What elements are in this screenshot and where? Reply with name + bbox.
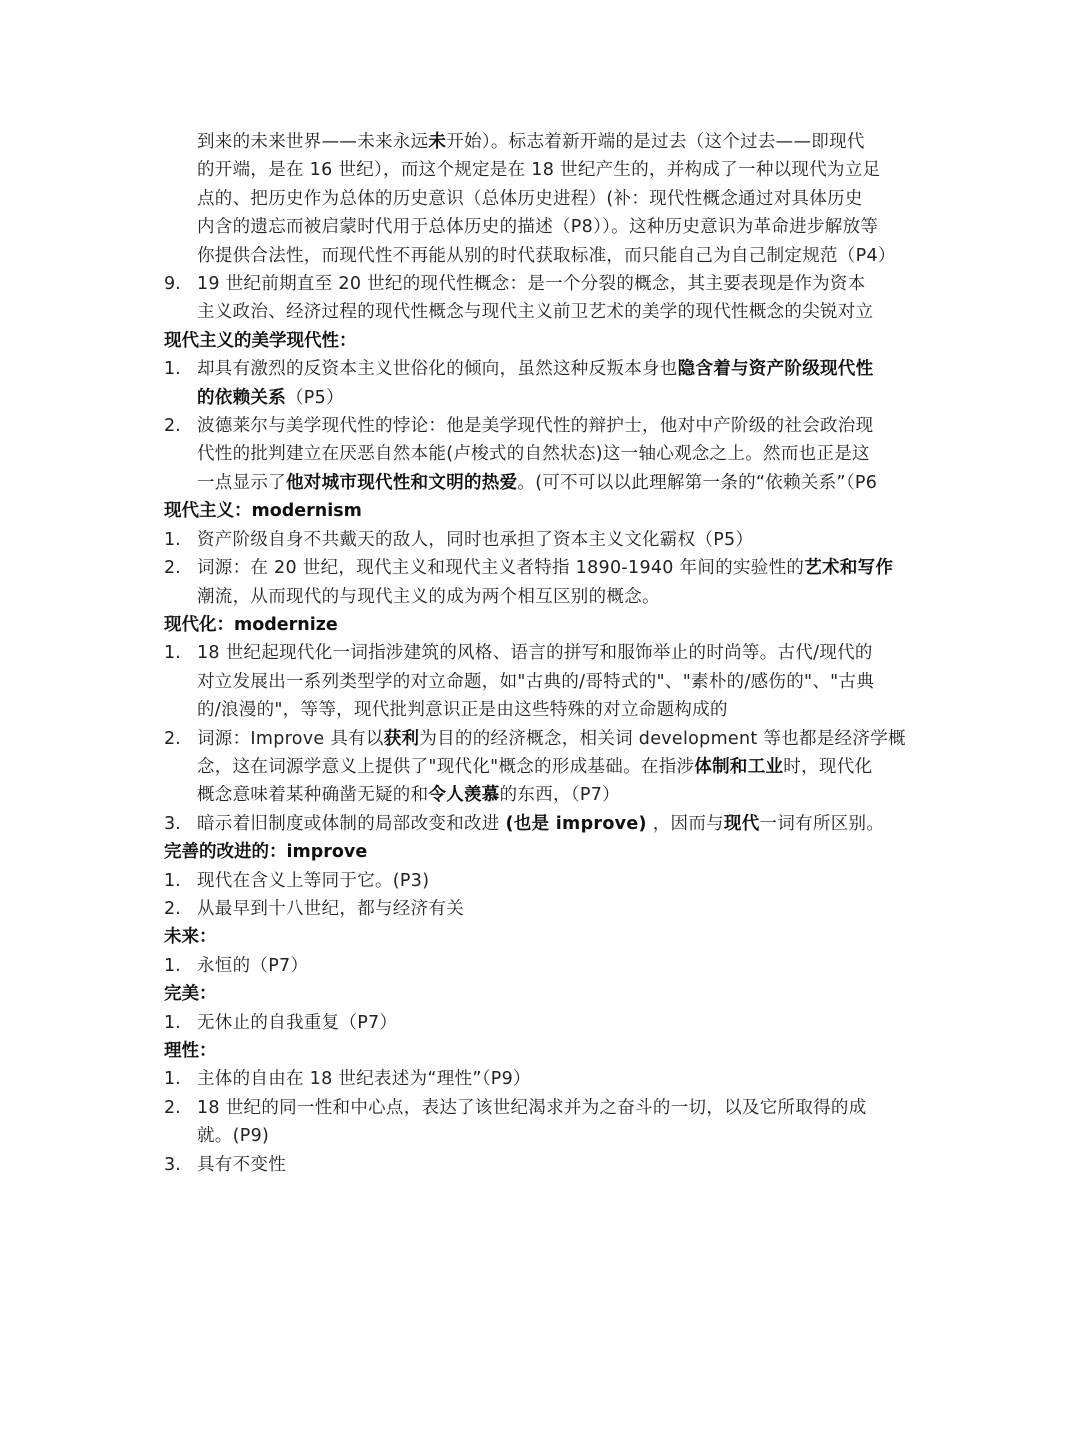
- list-item: [164, 895, 924, 923]
- section-heading-modernize: 现代化：modernize: [164, 614, 338, 635]
- list-number: 2.: [164, 898, 181, 919]
- list-number: 2.: [164, 728, 181, 749]
- document-page: [164, 128, 924, 1179]
- list-number: 1.: [164, 1069, 181, 1090]
- list-text: 具有不变性: [197, 1154, 286, 1175]
- section-heading-perfection: 完美：: [164, 984, 217, 1005]
- list-number: 1.: [164, 955, 181, 976]
- list-text: 却具有激烈的反资本主义世俗化的倾向，虽然这种反叛本身也隐含着与资产阶级现代性 的依赖关系（P5）: [197, 359, 874, 408]
- list-text: 资产阶级自身不共戴天的敌人，同时也承担了资本主义文化霸权（P5）: [197, 529, 754, 550]
- list-item: [164, 810, 924, 838]
- list-text: 19 世纪前期直至 20 世纪的现代性概念：是一个分裂的概念，其主要表现是作为资本 主义政治、经济过程的现代性概念与现代主义前卫艺术的美学的现代性概念的尖锐对立: [197, 274, 874, 323]
- section-heading-aesthetic-modernity: 现代主义的美学现代性：: [164, 330, 357, 351]
- list-text: 无休止的自我重复（P7）: [197, 1012, 398, 1033]
- list-item: [164, 952, 924, 980]
- list-item: [164, 1065, 924, 1093]
- list-text: 波德莱尔与美学现代性的悖论：他是美学现代性的辩护士，他对中产阶级的社会政治现 代性的批判建立在厌恶自然本能(卢梭式的自然状态)这一轴心观念之上。然而也正是这 一点显示了他对城市现代性和文明的热爱。(可不可以以此理解第一条的“依赖关系”（P6: [197, 416, 878, 493]
- list-item: [164, 1151, 924, 1179]
- section-heading-future: 未来：: [164, 927, 217, 948]
- list-number: 1.: [164, 643, 181, 664]
- list-text: 现代在含义上等同于它。(P3): [197, 870, 430, 891]
- list-number: 2.: [164, 416, 181, 437]
- list-text: 词源：Improve 具有以获利为目的的经济概念，相关词 development 等也都是经济学概 念，这在词源学意义上提供了"现代化"概念的形成基础。在指涉体制和工业时，现代化 概念意味着某种确凿无疑的和令人羡慕的东西，（P7）: [197, 728, 906, 806]
- list-item: [164, 725, 924, 810]
- list-number: 2.: [164, 1097, 181, 1118]
- list-number: 1.: [164, 1012, 181, 1033]
- section-heading-improve: 完善的改进的：improve: [164, 842, 368, 863]
- list-number: 1.: [164, 529, 181, 550]
- list-text: 18 世纪的同一性和中心点，表达了该世纪渴求并为之奋斗的一切，以及它所取得的成 就。(P9): [197, 1097, 867, 1147]
- list-number: 1.: [164, 359, 181, 380]
- list-text: 主体的自由在 18 世纪表述为“理性”（P9）: [197, 1069, 531, 1090]
- list-item: [164, 554, 924, 611]
- list-text: 永恒的（P7）: [197, 955, 309, 976]
- list-item: [164, 1094, 924, 1151]
- list-number: 3.: [164, 813, 181, 834]
- list-item: [164, 526, 924, 554]
- list-text: 词源：在 20 世纪，现代主义和现代主义者特指 1890-1940 年间的实验性的艺术和写作 潮流，从而现代的与现代主义的成为两个相互区别的概念。: [197, 558, 894, 607]
- section-heading-modernism: 现代主义：modernism: [164, 501, 362, 522]
- list-item: [164, 1009, 924, 1037]
- list-text: 18 世纪起现代化一词指涉建筑的风格、语言的拼写和服饰举止的时尚等。古代/现代的 对立发展出一系列类型学的对立命题，如"古典的/哥特式的"、"素朴的/感伤的"、"古典 的/浪漫的"，等等，现代批判意识正是由这些特殊的对立命题构成的: [197, 643, 875, 721]
- list-item: [164, 412, 924, 497]
- list-number: 3.: [164, 1154, 181, 1175]
- list-number: 1.: [164, 870, 181, 891]
- list-text: 暗示着旧制度或体制的局部改变和改进 (也是 improve) ，因而与现代一词有所区别。: [197, 813, 885, 834]
- list-item-9: [164, 270, 924, 327]
- continuation-paragraph: 到来的未来世界——未来永远未开始）。标志着新开端的是过去（这个过去——即现代 的开端，是在 16 世纪），而这个规定是在 18 世纪产生的，并构成了一种以现代为立足 点的、把历史作为总体的历史意识（总体历史进程）(补：现代性概念通过对具体历史 内含的遗忘而被启蒙时代用于总体历史的描述（P8））。这种历史意识为革命进步解放等 你提供合法性，而现代性不再能从别的时代获取标准，而只能自己为自己制定规范（P4）: [197, 132, 896, 266]
- list-number: 9.: [164, 274, 181, 295]
- list-item: [164, 355, 924, 412]
- list-item: [164, 867, 924, 895]
- list-item: [164, 639, 924, 724]
- section-heading-reason: 理性：: [164, 1041, 217, 1061]
- list-number: 2.: [164, 558, 181, 579]
- list-text: 从最早到十八世纪，都与经济有关: [197, 898, 464, 919]
